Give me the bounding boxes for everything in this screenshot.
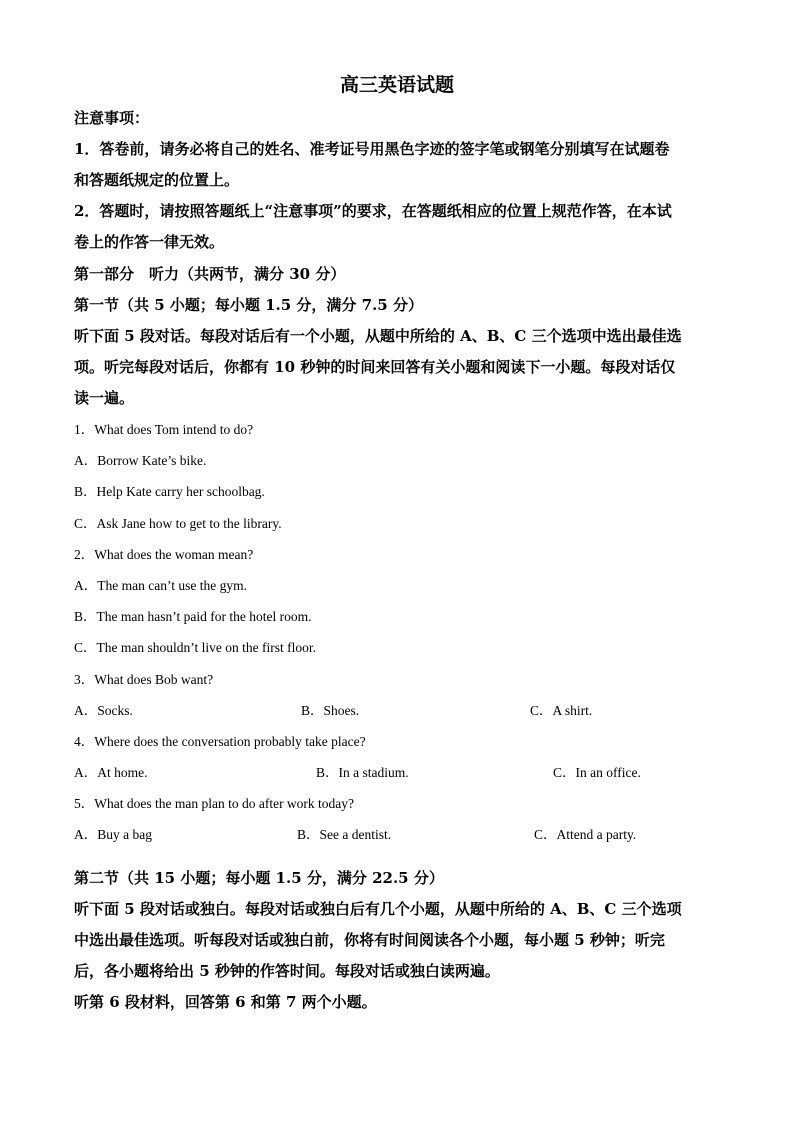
question-4-option-b: B．In a stadium.	[316, 765, 409, 780]
notice-item-1-line-2: 和答题纸规定的位置上。	[74, 171, 240, 189]
question-5-stem: 5．What does the man plan to do after work today?	[74, 796, 355, 811]
question-2-stem: 2．What does the woman mean?	[74, 547, 254, 562]
section1-heading: 第一节（共 5 小题；每小题 1.5 分，满分 7.5 分）	[74, 296, 423, 314]
question-1-option-b: B．Help Kate carry her schoolbag.	[74, 484, 265, 499]
notice-item-2-line-2: 卷上的作答一律无效。	[74, 233, 225, 251]
section1-instructions-line-1: 听下面 5 段对话。每段对话后有一个小题，从题中所给的 A、B、C 三个选项中选出最佳选	[74, 327, 682, 345]
notice-item-1-line-1: 1．答卷前，请务必将自己的姓名、准考证号用黑色字迹的签字笔或钢笔分别填写在试题卷	[74, 140, 670, 158]
question-1-option-c: C．Ask Jane how to get to the library.	[74, 516, 282, 531]
question-3-option-b: B．Shoes.	[301, 703, 360, 718]
question-4-option-c: C．In an office.	[553, 765, 641, 780]
section1-instructions-line-3: 读一遍。	[74, 389, 135, 407]
question-5-option-b: B．See a dentist.	[297, 827, 392, 842]
page-title: 高三英语试题	[339, 74, 454, 96]
question-4-stem: 4．Where does the conversation probably take place?	[74, 734, 366, 749]
section2-instructions-line-2: 中选出最佳选项。听每段对话或独白前，你将有时间阅读各个小题，每小题 5 秒钟；听完	[74, 931, 665, 949]
section2-heading: 第二节（共 15 小题；每小题 1.5 分，满分 22.5 分）	[74, 869, 444, 887]
section2-instructions-line-1: 听下面 5 段对话或独白。每段对话或独白后有几个小题，从题中所给的 A、B、C 三个选项	[74, 900, 682, 918]
notice-item-2-line-1: 2．答题时，请按照答题纸上“注意事项”的要求，在答题纸相应的位置上规范作答，在本试	[74, 202, 672, 220]
question-4-option-a: A．At home.	[74, 765, 148, 780]
question-3-option-c: C．A shirt.	[530, 703, 593, 718]
question-2-option-c: C．The man shouldn’t live on the first floor.	[74, 640, 316, 655]
material-6-instruction: 听第 6 段材料，回答第 6 和第 7 两个小题。	[74, 993, 377, 1011]
notice-heading: 注意事项：	[74, 109, 150, 127]
question-2-option-b: B．The man hasn’t paid for the hotel room.	[74, 609, 312, 624]
section2-instructions-line-3: 后，各小题将给出 5 秒钟的作答时间。每段对话或独白读两遍。	[74, 962, 500, 980]
question-3-stem: 3．What does Bob want?	[74, 672, 214, 687]
question-1-stem: 1．What does Tom intend to do?	[74, 422, 254, 437]
question-2-option-a: A．The man can’t use the gym.	[74, 578, 247, 593]
question-5-option-c: C．Attend a party.	[534, 827, 637, 842]
section1-instructions-line-2: 项。听完每段对话后，你都有 10 秒钟的时间来回答有关小题和阅读下一小题。每段对话仅	[74, 358, 676, 376]
question-1-option-a: A．Borrow Kate’s bike.	[74, 453, 207, 468]
question-3-option-a: A．Socks.	[74, 703, 133, 718]
question-5-option-a: A．Buy a bag	[74, 827, 152, 842]
part1-heading: 第一部分 听力（共两节，满分 30 分）	[74, 265, 346, 283]
